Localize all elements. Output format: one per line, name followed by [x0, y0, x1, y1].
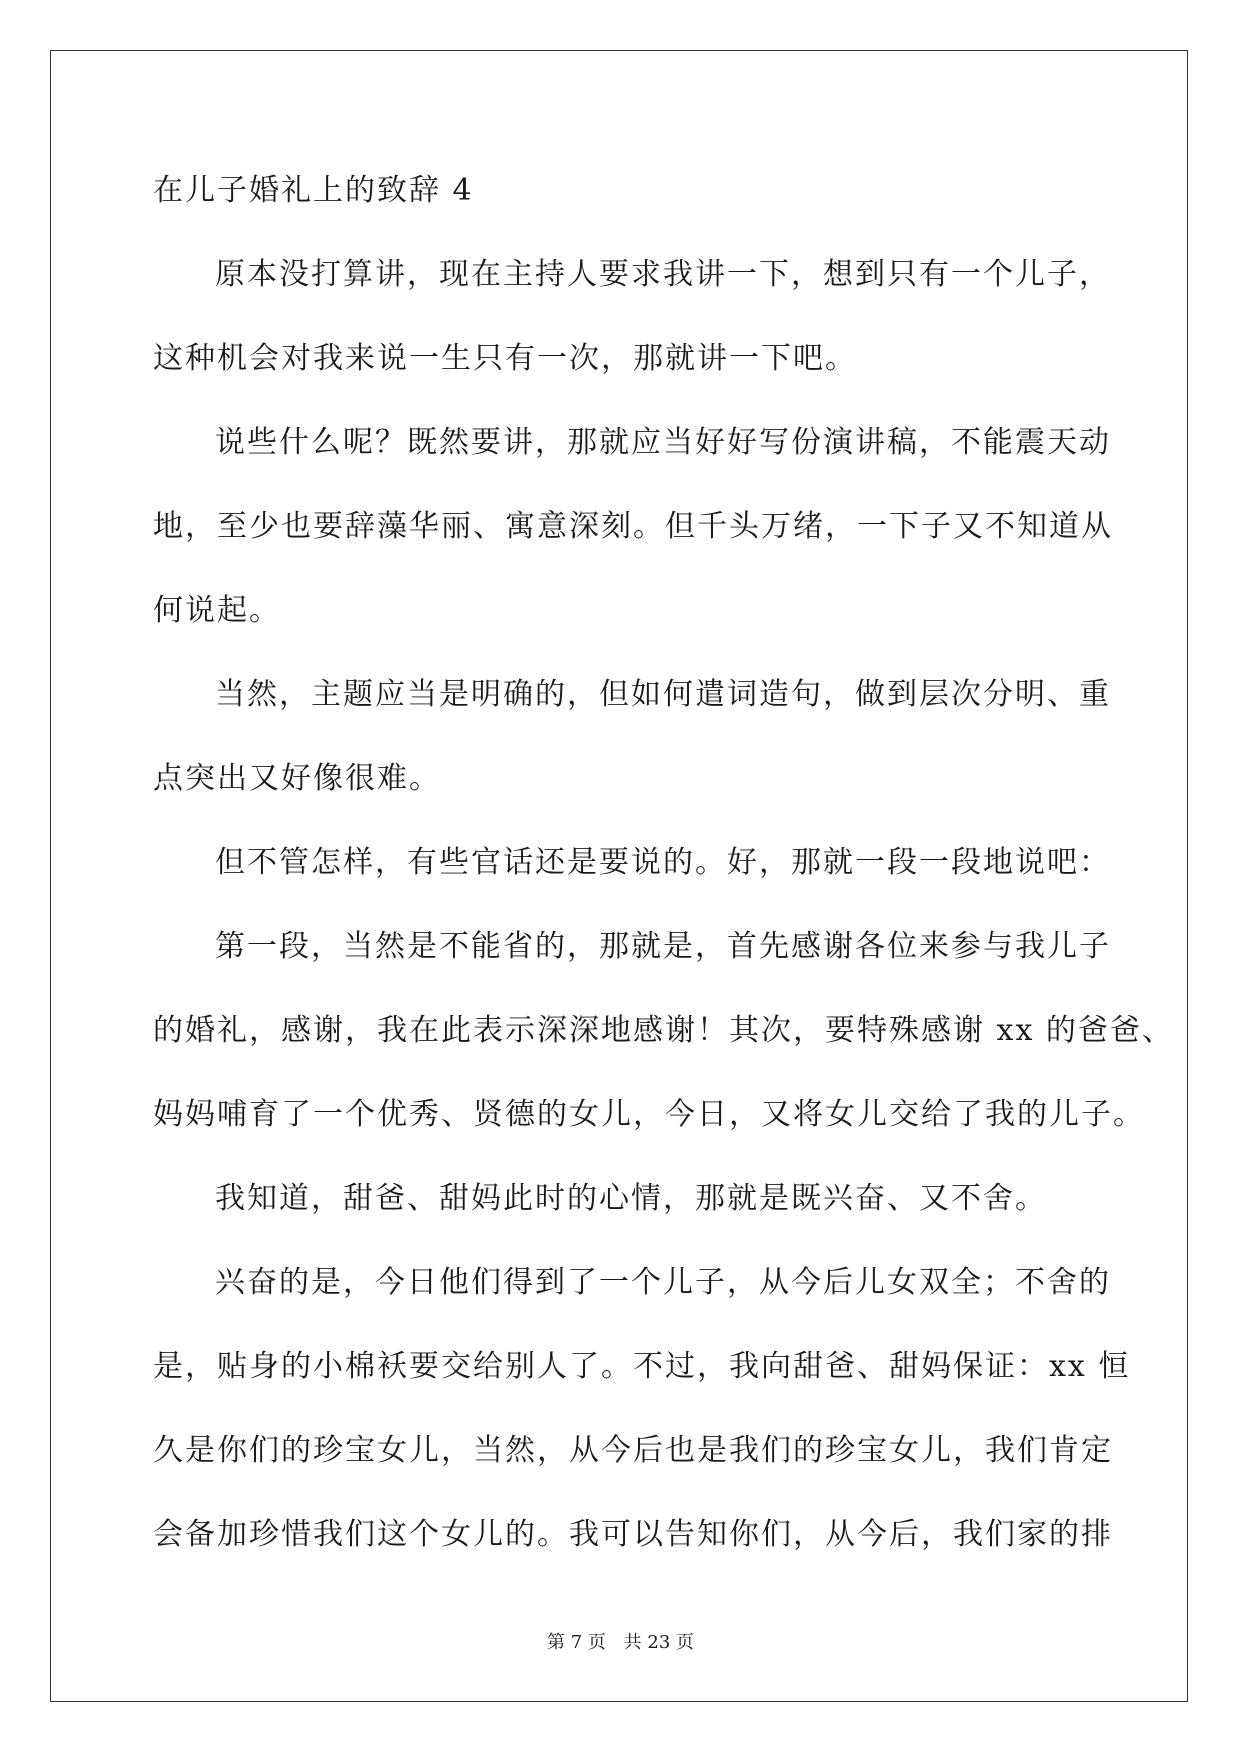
paragraph-line: 这种机会对我来说一生只有一次，那就讲一下吧。	[153, 341, 857, 376]
paragraph-line: 久是你们的珍宝女儿，当然，从今后也是我们的珍宝女儿，我们肯定	[153, 1433, 1113, 1468]
page-number: 第 7 页	[547, 1632, 606, 1653]
paragraph-line: 会备加珍惜我们这个女儿的。我可以告知你们，从今后，我们家的排	[153, 1517, 1113, 1552]
paragraph-line: 地，至少也要辞藻华丽、寓意深刻。但千头万绪，一下子又不知道从	[153, 509, 1113, 544]
paragraph-line: 是，贴身的小棉袄要交给别人了。不过，我向甜爸、甜妈保证：xx 恒	[153, 1349, 1131, 1384]
page-footer	[0, 1628, 1241, 1654]
paragraph-line: 但不管怎样，有些官话还是要说的。好，那就一段一段地说吧：	[215, 845, 1111, 880]
paragraph-line: 何说起。	[153, 593, 281, 628]
paragraph-line: 我知道，甜爸、甜妈此时的心情，那就是既兴奋、又不舍。	[215, 1181, 1047, 1216]
paragraph-line: 当然，主题应当是明确的，但如何遣词造句，做到层次分明、重	[215, 677, 1111, 712]
document-title: 在儿子婚礼上的致辞 4	[153, 173, 474, 208]
paragraph-line: 第一段，当然是不能省的，那就是，首先感谢各位来参与我儿子	[215, 929, 1111, 964]
paragraph-line: 的婚礼，感谢，我在此表示深深地感谢！其次，要特殊感谢 xx 的爸爸、	[153, 1013, 1174, 1048]
paragraph-line: 点突出又好像很难。	[153, 761, 441, 796]
paragraph-line: 兴奋的是，今日他们得到了一个儿子，从今后儿女双全；不舍的	[215, 1265, 1111, 1300]
page-total: 共 23 页	[623, 1632, 694, 1653]
paragraph-line: 原本没打算讲，现在主持人要求我讲一下，想到只有一个儿子，	[215, 257, 1111, 292]
paragraph-line: 妈妈哺育了一个优秀、贤德的女儿，今日，又将女儿交给了我的儿子。	[153, 1097, 1145, 1132]
document-body	[153, 163, 1174, 1591]
paragraph-line: 说些什么呢？既然要讲，那就应当好好写份演讲稿，不能震天动	[215, 425, 1111, 460]
